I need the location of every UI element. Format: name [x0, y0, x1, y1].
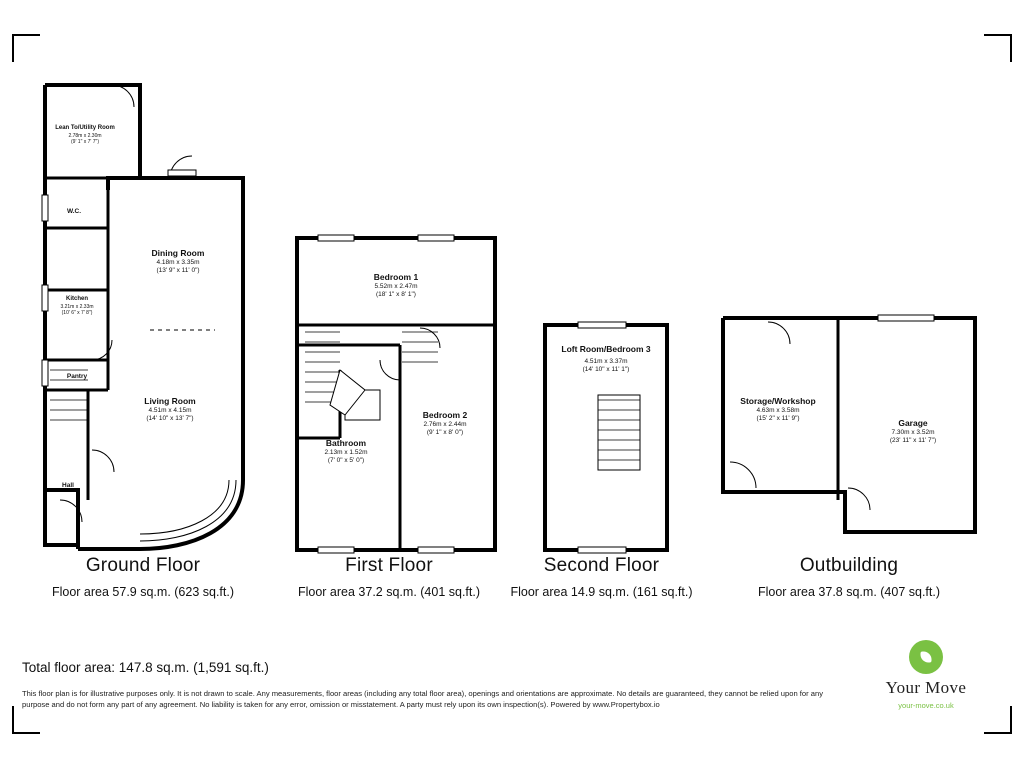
room-label-garage: Garage 7.30m x 3.52m (23' 11" x 11' 7")	[889, 418, 937, 444]
floor-area-second: Floor area 14.9 sq.m. (161 sq.ft.)	[510, 585, 693, 599]
room-label-pantry: Pantry	[66, 373, 88, 380]
disclaimer-text: This floor plan is for illustrative purposes only. It is not drawn to scale. Any measurements, floor areas (including any total floor area), openings and orientations are approximate. No details are guaranteed, they cannot be relied upon for any purpose and do not form any part of any agreement. No liability is taken for any error, omission or misstatement. A party must rely upon its own inspection(s). Powered by www.Propertybox.io	[22, 689, 824, 710]
floor-title-second: Second Floor	[543, 555, 660, 576]
floor-area-ground: Floor area 57.9 sq.m. (623 sq.ft.)	[51, 585, 235, 599]
crop-mark-top-left	[12, 34, 40, 62]
floor-title-outbuilding: Outbuilding	[799, 555, 899, 576]
brand-url: your-move.co.uk	[898, 701, 954, 710]
room-label-dining-room: Dining Room 4.18m x 3.35m (13' 9" x 11' 0")	[151, 248, 205, 274]
room-label-hall: Hall	[62, 482, 74, 489]
floor-title-ground: Ground Floor	[85, 555, 201, 576]
floor-titles	[0, 555, 1024, 601]
total-floor-area: Total floor area: 147.8 sq.m. (1,591 sq.ft.)	[22, 660, 269, 675]
room-label-wc: W.C.	[66, 208, 82, 215]
room-label-kitchen: Kitchen 3.21m x 2.33m (10' 6" x 7' 8")	[60, 296, 94, 316]
crop-mark-top-right	[984, 34, 1012, 62]
room-label-lean-to-utility: Lean To/Utility Room 2.78m x 2.30m (9' 1" x 7' 7")	[55, 125, 115, 145]
brand-name: Your Move	[885, 678, 967, 697]
room-labels	[0, 60, 1024, 560]
floor-title-first: First Floor	[345, 555, 433, 576]
floor-summary-first	[284, 555, 494, 601]
room-label-storage-workshop: Storage/Workshop 4.63m x 3.58m (15' 2" x 11' 9")	[740, 396, 816, 422]
crop-mark-bottom-right	[984, 706, 1012, 734]
room-label-living-room: Living Room 4.51m x 4.15m (14' 10" x 13' 7")	[144, 396, 196, 422]
room-label-bedroom-1: Bedroom 1 5.52m x 2.47m (18' 1" x 8' 1")	[373, 272, 419, 298]
floor-area-outbuilding: Floor area 37.8 sq.m. (407 sq.ft.)	[757, 585, 941, 599]
floor-summary-outbuilding	[709, 555, 989, 601]
brand-logo	[856, 640, 996, 710]
floor-summary-second	[494, 555, 709, 601]
room-label-bedroom-2: Bedroom 2 2.76m x 2.44m (9' 1" x 8' 0")	[422, 410, 468, 436]
room-label-bathroom: Bathroom 2.13m x 1.52m (7' 0" x 5' 0")	[324, 438, 368, 464]
your-move-leaf-icon	[909, 640, 943, 674]
floor-summary-ground	[8, 555, 278, 601]
room-label-loft-room-bedroom-3: Loft Room/Bedroom 3 4.51m x 3.37m (14' 10" x 11' 1")	[561, 344, 651, 373]
floorplan-drawings	[0, 60, 1024, 560]
floor-area-first: Floor area 37.2 sq.m. (401 sq.ft.)	[297, 585, 481, 599]
